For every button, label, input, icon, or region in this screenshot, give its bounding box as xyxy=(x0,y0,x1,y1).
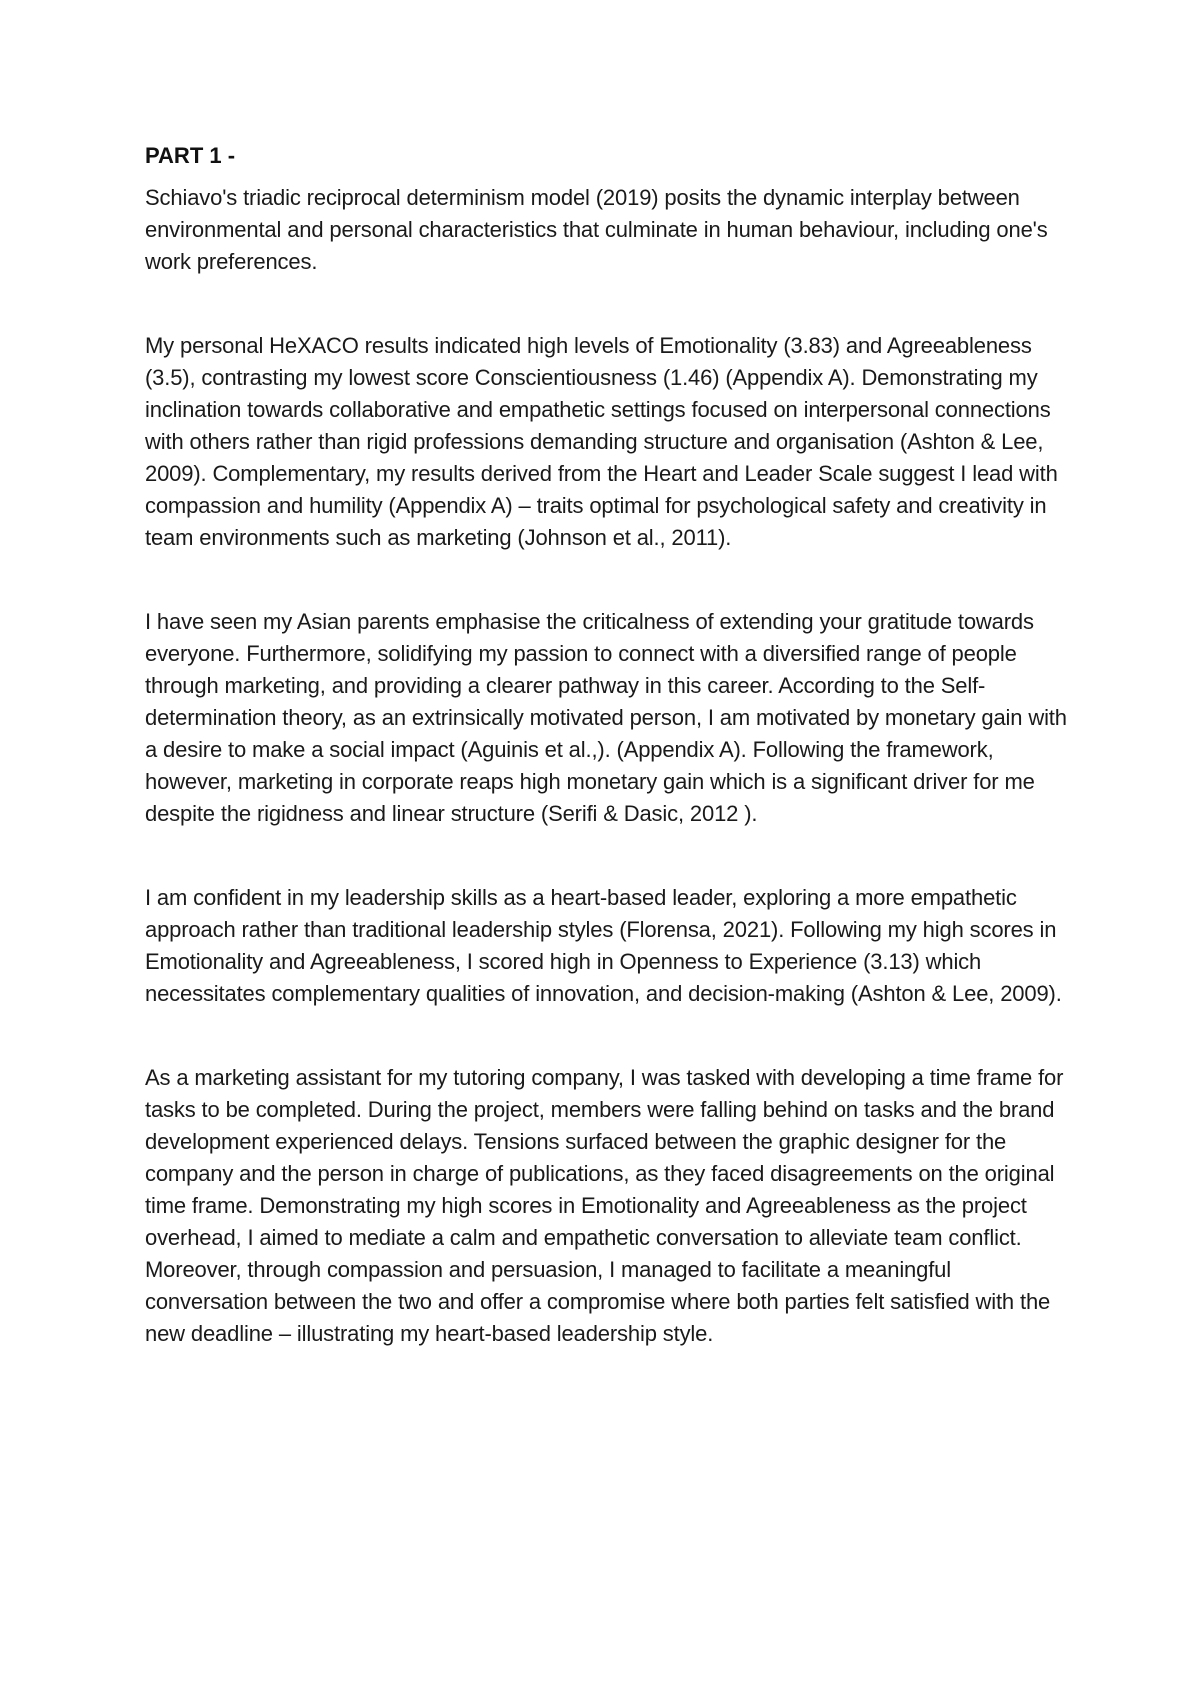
paragraph-leadership: I am confident in my leadership skills as a heart-based leader, exploring a more empathetic approach rather than traditional leadership styles (Florensa, 2021). Following my high scores in Emotionality and Agreeableness, I scored high in Openness to Experience (3.13) which necessitates complementary qualities of innovation, and decision-making (Ashton & Lee, 2009). xyxy=(145,885,1062,1006)
paragraph-triadic-model: Schiavo's triadic reciprocal determinism model (2019) posits the dynamic interplay between environmental and personal characteristics that culminate in human behaviour, including one's work preferences. xyxy=(145,185,1048,274)
document-body xyxy=(145,140,1075,1350)
paragraph-motivation: I have seen my Asian parents emphasise the criticalness of extending your gratitude towards everyone. Furthermore, solidifying my passion to connect with a diversified range of people through marketing, and providing a clearer pathway in this career. According to the Self-determination theory, as an extrinsically motivated person, I am motivated by monetary gain with a desire to make a social impact (Aguinis et al.,). (Appendix A). Following the framework, however, marketing in corporate reaps high monetary gain which is a significant driver for me despite the rigidness and linear structure (Serifi & Dasic, 2012 ). xyxy=(145,609,1067,826)
paragraph-marketing-example: As a marketing assistant for my tutoring company, I was tasked with developing a time frame for tasks to be completed. During the project, members were falling behind on tasks and the brand development experienced delays. Tensions surfaced between the graphic designer for the company and the person in charge of publications, as they faced disagreements on the original time frame. Demonstrating my high scores in Emotionality and Agreeableness as the project overhead, I aimed to mediate a calm and empathetic conversation to alleviate team conflict. Moreover, through compassion and persuasion, I managed to facilitate a meaningful conversation between the two and offer a compromise where both parties felt satisfied with the new deadline – illustrating my heart-based leadership style. xyxy=(145,1065,1064,1346)
section-heading: PART 1 - xyxy=(145,143,236,168)
paragraph-hexaco-results: My personal HeXACO results indicated high levels of Emotionality (3.83) and Agreeableness (3.5), contrasting my lowest score Conscientiousness (1.46) (Appendix A). Demonstrating my inclination towards collaborative and empathetic settings focused on interpersonal connections with others rather than rigid professions demanding structure and organisation (Ashton & Lee, 2009). Complementary, my results derived from the Heart and Leader Scale suggest I lead with compassion and humility (Appendix A) – traits optimal for psychological safety and creativity in team environments such as marketing (Johnson et al., 2011). xyxy=(145,333,1058,550)
